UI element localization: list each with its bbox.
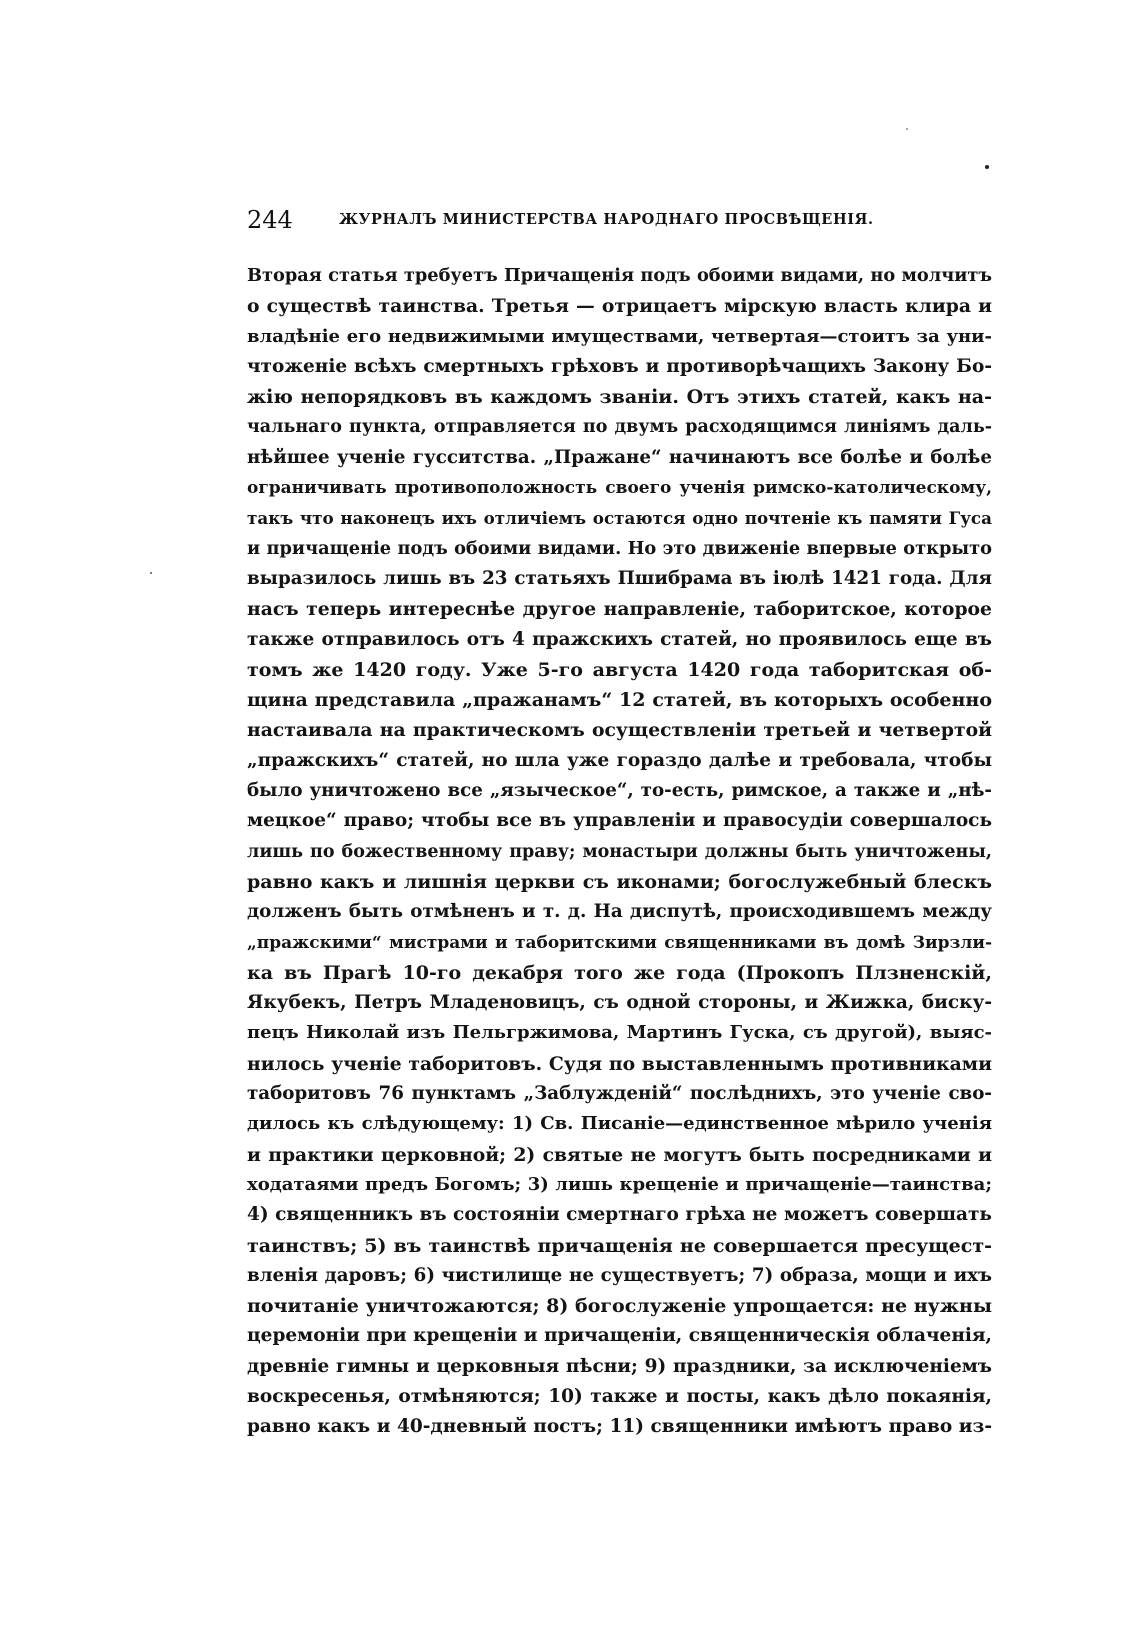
text-line: 4) священникъ въ состояніи смертнаго грѣха не можетъ совершать: [247, 1204, 992, 1226]
text-line: Якубекъ, Петръ Младеновицъ, съ одной стороны, и Жижка, биску-: [247, 992, 992, 1014]
text-line: жію непорядковъ въ каждомъ званіи. Отъ этихъ статей, какъ на-: [247, 386, 992, 409]
page-header: [247, 205, 992, 235]
text-line: томъ же 1420 году. Уже 5-го августа 1420 года таборитская об-: [247, 658, 992, 681]
ink-speck: [906, 128, 908, 130]
text-line: и практики церковной; 2) святые не могутъ быть посредниками и: [247, 1143, 992, 1166]
text-line: выразилось лишь въ 23 статьяхъ Пшибрама въ іюлѣ 1421 года. Для: [247, 567, 992, 589]
running-title: ЖУРНАЛЪ МИНИСТЕРСТВА НАРОДНАГО ПРОСВѢЩЕНІЯ.: [339, 211, 874, 228]
text-line: такъ что наконецъ ихъ отличіемъ остаются одно почтеніе къ памяти Гуса: [247, 508, 992, 529]
text-line: ходатаями предъ Богомъ; 3) лишь крещеніе и причащеніе—таинства;: [247, 1173, 992, 1195]
body-text: [247, 261, 992, 1443]
text-line: мецкое“ право; чтобы все въ управленіи и правосудіи совершалось: [247, 810, 992, 832]
text-line: о существѣ таинства. Третья — отрицаетъ мірскую власть клира и: [247, 295, 992, 318]
text-line: равно какъ и лишнія церкви съ иконами; богослужебный блескъ: [247, 870, 992, 893]
text-line: настаивала на практическомъ осуществленіи третьей и четвертой: [247, 719, 992, 742]
text-line: Вторая статья требуетъ Причащенія подъ обоими видами, но молчитъ: [247, 265, 992, 286]
text-line: насъ теперь интереснѣе другое направленіе, таборитское, которое: [247, 598, 992, 621]
text-line: ограничивать противоположность своего ученія римско-католическому,: [247, 478, 992, 499]
text-line: пецъ Николай изъ Пельгржимова, Мартинъ Гуска, съ другой), выяс-: [247, 1022, 992, 1044]
text-line: было уничтожено все „языческое“, то-есть, римское, а также и „нѣ-: [247, 780, 992, 802]
ink-speck: [985, 165, 989, 169]
text-line: долженъ быть отмѣненъ и т. д. На диспутѣ, происходившемъ между: [247, 901, 992, 923]
text-line: воскресенья, отмѣняются; 10) также и посты, какъ дѣло покаянія,: [247, 1385, 992, 1407]
text-line: нилось ученіе таборитовъ. Судя по выставленнымъ противниками: [247, 1052, 992, 1075]
text-line: таборитовъ 76 пунктамъ „Заблужденій“ послѣднихъ, это ученіе сво-: [247, 1083, 992, 1105]
text-line: таинствъ; 5) въ таинствѣ причащенія не совершается пресущест-: [247, 1234, 992, 1257]
text-line: церемоніи при крещеніи и причащеніи, священническія облаченія,: [247, 1325, 992, 1347]
text-line: древніе гимны и церковныя пѣсни; 9) праздники, за исключеніемъ: [247, 1355, 992, 1377]
text-line: „пражскихъ“ статей, но шла уже гораздо далѣе и требовала, чтобы: [247, 749, 992, 771]
page-number: 244: [247, 206, 293, 234]
text-line: щина представила „пражанамъ“ 12 статей, въ которыхъ особенно: [247, 689, 992, 712]
text-line: ка въ Прагѣ 10-го декабря того же года (Прокопъ Плзненскій,: [247, 961, 992, 984]
text-line: и причащеніе подъ обоими видами. Но это движеніе впервые открыто: [247, 537, 992, 559]
text-line: „пражскими“ мистрами и таборитскими священниками въ домѣ Зирзли-: [247, 932, 992, 953]
text-line: лишь по божественному праву; монастыри должны быть уничтожены,: [247, 841, 992, 862]
text-line: почитаніе уничтожаются; 8) богослуженіе упрощается: не нужны: [247, 1295, 992, 1318]
text-line: дилось къ слѣдующему: 1) Св. Писаніе—единственное мѣрило ученія: [247, 1113, 992, 1135]
text-line: чтоженіе всѣхъ смертныхъ грѣховъ и противорѣчащихъ Закону Бо-: [247, 355, 992, 377]
text-line: чальнаго пункта, отправляется по двумъ расходящимся линіямъ даль-: [247, 417, 992, 438]
ink-speck: [150, 572, 152, 574]
text-line: нѣйшее ученіе гусситства. „Пражане“ начинаютъ все болѣе и болѣе: [247, 446, 992, 468]
text-line: равно какъ и 40-дневный постъ; 11) священники имѣютъ право из-: [247, 1416, 992, 1438]
text-line: вленія даровъ; 6) чистилище не существуетъ; 7) образа, мощи и ихъ: [247, 1264, 992, 1286]
text-line: владѣніе его недвижимыми имуществами, четвертая—стоитъ за уни-: [247, 325, 992, 347]
text-line: также отправилось отъ 4 пражскихъ статей, но проявилось еще въ: [247, 628, 992, 650]
